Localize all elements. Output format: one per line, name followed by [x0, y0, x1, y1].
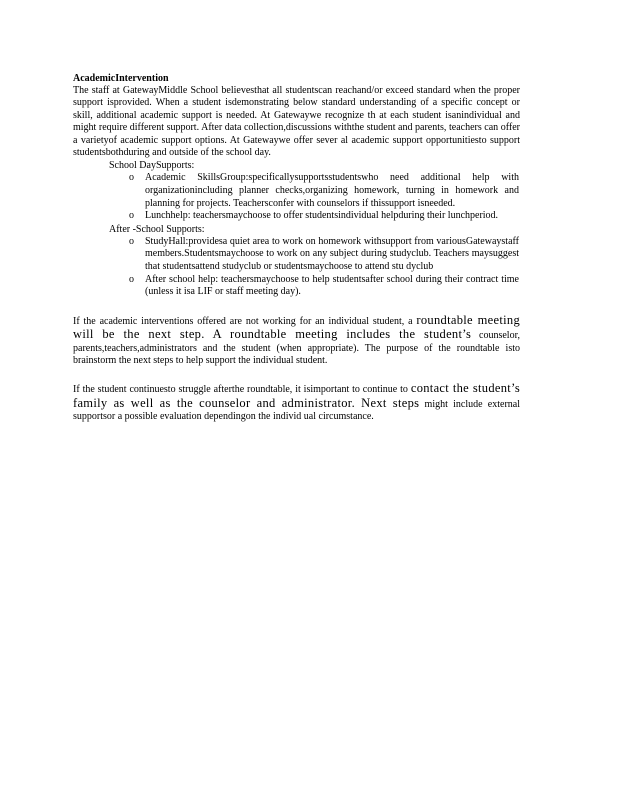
list-item-text: After school help: teachersmaychoose to help studentsafter school during their contract time (unless it isa LIF or staff meeting day). [145, 273, 519, 298]
supports-list [73, 159, 520, 298]
section-title: School DaySupports: [109, 160, 195, 172]
list-item [73, 210, 519, 223]
section-after-school [73, 223, 520, 236]
roundtable-paragraph [73, 314, 520, 368]
spacer [73, 367, 520, 382]
list-item [73, 236, 519, 274]
paragraph-text: If the academic interventions offered are not working for an individual student, a [73, 315, 413, 327]
next-steps-paragraph [73, 382, 520, 423]
circle-bullet-icon: o [129, 273, 134, 285]
list-item [73, 274, 519, 299]
circle-bullet-icon: o [129, 210, 134, 222]
circle-bullet-icon: o [129, 172, 134, 184]
section-heading: AcademicIntervention [73, 73, 169, 84]
paragraph-text-large: contact the student’s family as well as the counselor and administrator. Next steps [73, 381, 521, 410]
list-item-text: Lunchhelp: teachersmaychoose to offer studentsindividual helpduring their lunchperiod. [145, 210, 499, 222]
intro-paragraph: The staff at GatewayMiddle School believesthat all studentscan reachand/or exceed standard when the proper support isprovided. When a student isdemonstrating below standard understanding of a specific concept or skill, additional academic support is needed. At Gatewaywe recognize th at each student isanindividual and might require different support. After data collection,discussions withthe student and parents, teachers can offer a varietyof academic support options. At Gatewaywe offer sever al academic support opportunitiesto support studentsbothduring and outside of the school day. [73, 85, 520, 159]
section-title: After -School Supports: [109, 223, 205, 235]
spacer [73, 299, 520, 314]
document-body [73, 73, 520, 424]
paragraph-text: might include external supportsor a possible evaluation dependingon the individ ual circumstance. [73, 398, 520, 423]
list-item-text: Academic SkillsGroup:specificallysupportsstudentswho need additional help with organizationincluding planner checks,organizing homework, turning in homework and planning for projects. Teachersconfer with counselors if thissupport isneeded. [145, 172, 519, 209]
list-item-text: StudyHall:providesa quiet area to work on homework withsupport from variousGatewaystaff members.Studentsmaychoose to work on any subject during studyclub. Teachers maysuggest that studentsattend studyclub or studentsmaychoose to attend stu dyclub [145, 235, 519, 272]
paragraph-text-large: roundtable meeting will be the next step. A roundtable meeting includes the student’s [73, 312, 521, 342]
list-item [73, 172, 519, 210]
paragraph-text: If the student continuesto struggle afterthe roundtable, it isimportant to continue to [73, 384, 408, 396]
circle-bullet-icon: o [129, 235, 134, 247]
section-school-day [73, 159, 520, 172]
paragraph-text: counselor, parents,teachers,administrators and the student (when appropriate). The purpose of the roundtable isto brainstorm the next steps to help support the individual student. [73, 330, 520, 366]
